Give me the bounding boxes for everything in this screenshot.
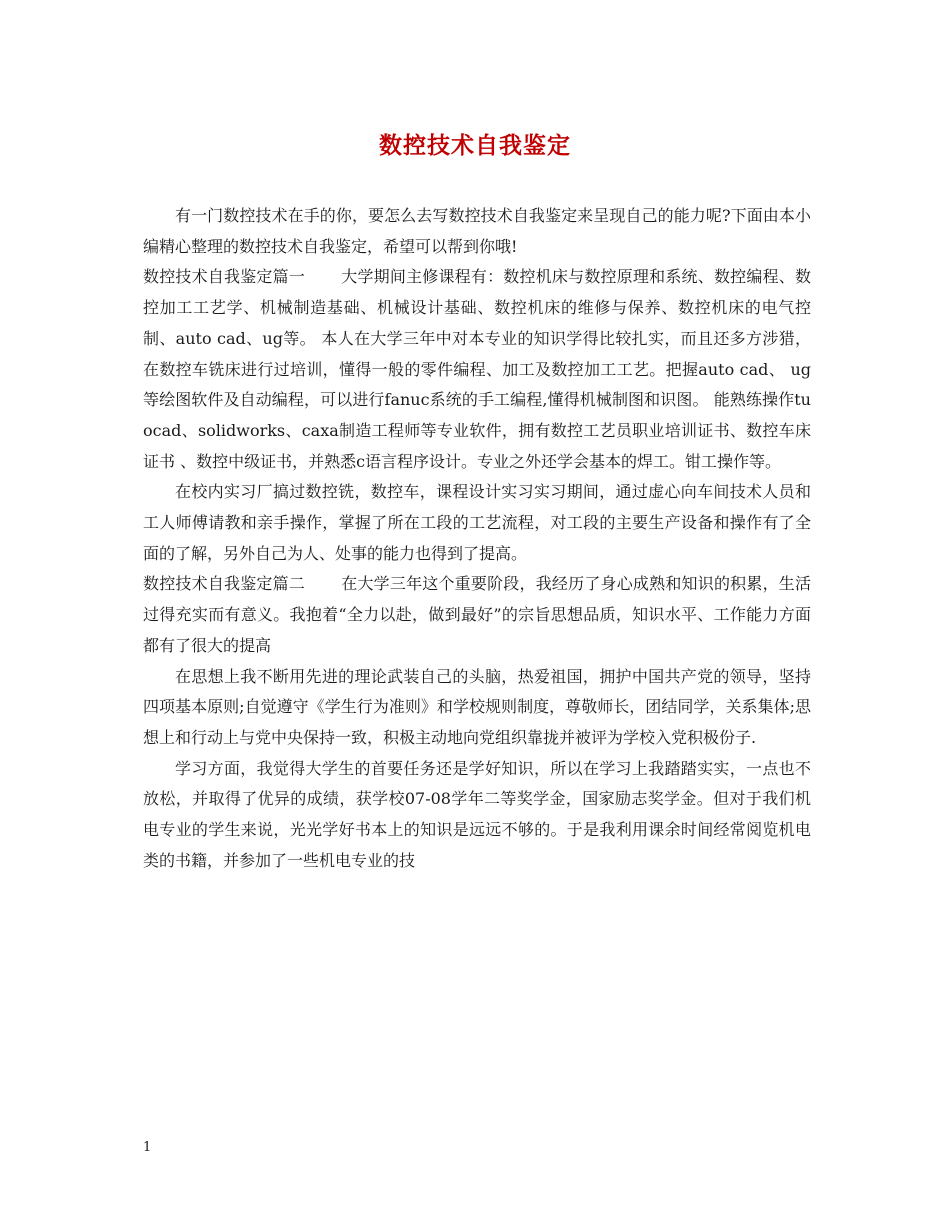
page-number: 1 [143,1140,152,1155]
section-two-text: 在大学三年这个重要阶段，我经历了身心成熟和知识的积累，生活过得充实而有意义。我抱着“全力以赴，做到最好”的宗旨思想品质，知识水平、工作能力方面都有了很大的提高 [143,574,811,655]
section-one-paragraph [143,262,811,477]
ideology-paragraph: 在思想上我不断用先进的理论武装自己的头脑，热爱祖国，拥护中国共产党的领导，坚持四项基本原则;自觉遵守《学生行为准则》和学校规则制度，尊敬师长，团结同学，关系集体;思想上和行动上与党中央保持一致，积极主动地向党组织靠拢并被评为学校入党积极份子. [143,666,811,747]
intro-paragraph: 有一门数控技术在手的你，要怎么去写数控技术自我鉴定来呈现自己的能力呢?下面由本小编精心整理的数控技术自我鉴定，希望可以帮到你哦! [143,206,811,256]
document-title: 数控技术自我鉴定 [379,132,571,159]
section-one-text: 大学期间主修课程有：数控机床与数控原理和系统、数控编程、数控加工工艺学、机械制造基础、机械设计基础、数控机床的维修与保养、数控机床的电气控制、auto cad、ug等。 本人在大学三年中对本专业的知识学得比较扎实，而且还多方涉猎，在数控车铣床进行过培训，懂得一般的零件编程、加工及数控加工工艺。把握auto cad、 ug等绘图软件及自动编程，可以进行fanuc系统的手工编程,懂得机械制图和识图。 能熟练操作tuocad、solidworks、caxa制造工程师等专业软件，拥有数控工艺员职业培训证书、数控车床证书 、数控中级证书，并熟悉c语言程序设计。专业之外还学会基本的焊工。钳工操作等。 [143,267,811,471]
section-heading-one: 数控技术自我鉴定篇一 [143,267,306,287]
document-body [143,201,811,876]
internship-paragraph: 在校内实习厂搞过数控铣，数控车，课程设计实习实习期间，通过虚心向车间技术人员和工人师傅请教和亲手操作，掌握了所在工段的工艺流程，对工段的主要生产设备和操作有了全面的了解，另外自己为人、处事的能力也得到了提高。 [143,482,811,563]
section-heading-two: 数控技术自我鉴定篇二 [143,574,306,594]
study-paragraph: 学习方面，我觉得大学生的首要任务还是学好知识，所以在学习上我踏踏实实，一点也不放松，并取得了优异的成绩，获学校07-08学年二等奖学金，国家励志奖学金。但对于我们机电专业的学生来说，光光学好书本上的知识是远远不够的。于是我利用课余时间经常阅览机电类的书籍，并参加了一些机电专业的技 [143,758,811,870]
section-two-paragraph [143,569,811,661]
